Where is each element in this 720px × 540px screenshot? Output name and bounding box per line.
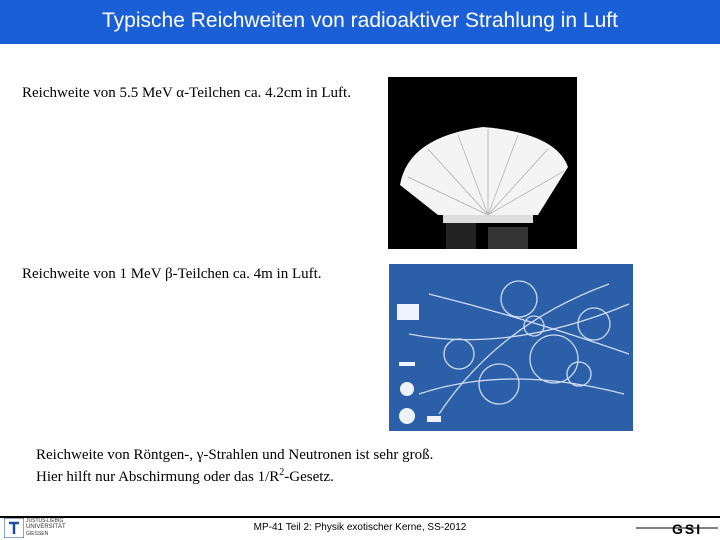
alpha-caption: Reichweite von 5.5 MeV α-Teilchen ca. 4.2cm in Luft. bbox=[22, 85, 351, 101]
xray-caption-line2 bbox=[36, 464, 334, 486]
xray-caption-line1: Reichweite von Röntgen-, γ-Strahlen und Neutronen ist sehr groß. bbox=[36, 447, 434, 463]
slide-title: Typische Reichweiten von radioaktiver Strahlung in Luft bbox=[102, 9, 618, 32]
logo-left-line2: UNIVERSITÄT bbox=[26, 524, 66, 530]
footer-course-text: MP-41 Teil 2: Physik exotischer Kerne, SS-2012 bbox=[253, 522, 467, 533]
beta-bubble-chamber-image bbox=[389, 264, 633, 431]
title-bar bbox=[0, 0, 720, 44]
xray-caption-suffix: -Gesetz. bbox=[284, 469, 334, 485]
alpha-cloud-chamber-image bbox=[388, 77, 577, 249]
footer-divider bbox=[0, 516, 720, 518]
xray-caption-sup: 2 bbox=[279, 467, 285, 478]
beta-caption: Reichweite von 1 MeV β-Teilchen ca. 4m in Luft. bbox=[22, 266, 322, 282]
gsi-logo bbox=[636, 518, 718, 538]
logo-left-line3: GIESSEN bbox=[26, 531, 49, 537]
logo-left-line1: JUSTUS-LIEBIG bbox=[26, 518, 64, 524]
gsi-logo-text: GSI bbox=[672, 521, 703, 537]
xray-caption-prefix: Hier hilft nur Abschirmung oder das 1/R bbox=[36, 469, 280, 485]
